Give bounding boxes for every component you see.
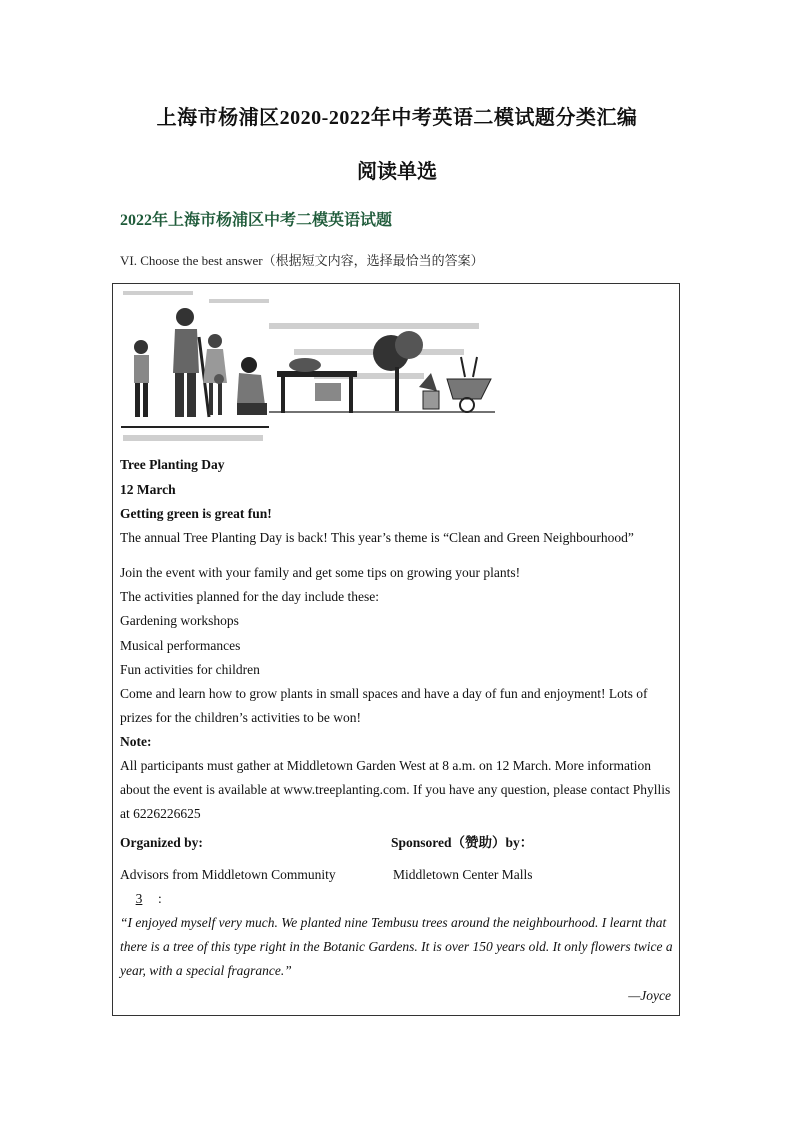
sponsor-name: Middletown Center Malls: [393, 867, 533, 882]
page-title: 上海市杨浦区2020-2022年中考英语二模试题分类汇编: [156, 107, 638, 129]
organized-label: Organized by:: [120, 835, 203, 850]
blank-number: 3: [135, 891, 143, 906]
section-heading: 2022年上海市杨浦区中考二模英语试题: [120, 212, 393, 229]
instruction-text: VI. Choose the best answer（根据短文内容，选择最恰当的答案）: [120, 253, 484, 268]
blank-colon: :: [158, 891, 162, 906]
note-label: Note:: [120, 734, 152, 749]
intro-text: The annual Tree Planting Day is back! This year’s theme is “Clean and Green Neighbourhood”: [120, 530, 634, 545]
sponsored-label: Sponsored（赞助）by：: [391, 835, 534, 850]
tree-planting-illustration: [119, 287, 495, 445]
event-date: 12 March: [120, 482, 176, 497]
page-subtitle: 阅读单选: [357, 161, 437, 183]
quote-text: “I enjoyed myself very much. We planted nine Tembusu trees around the neighbourhood. I learnt that there is a tree of this type right in the Botanic Gardens. It is over 150 years old. It only flowers twice a year, with a special fragrance.”: [120, 915, 673, 978]
activity-item: Gardening workshops: [120, 613, 239, 628]
event-title: Tree Planting Day: [120, 457, 225, 472]
quote-signature: —Joyce: [628, 988, 671, 1003]
note-text: All participants must gather at Middletown Garden West at 8 a.m. on 12 March. More information about the event is available at www.treeplanting.com. If you have any question, please contact Phyllis at 6226226625: [120, 758, 671, 821]
organizer-name: Advisors from Middletown Community: [120, 867, 336, 882]
come-text: Come and learn how to grow plants in small spaces and have a day of fun and enjoyment! Lots of prizes for the children’s activities to be won!: [120, 686, 648, 725]
event-slogan: Getting green is great fun!: [120, 506, 272, 521]
question-blank: [120, 891, 162, 907]
activities-intro: The activities planned for the day include these:: [120, 589, 380, 604]
activity-item: Musical performances: [120, 638, 241, 653]
activity-item: Fun activities for children: [120, 662, 260, 677]
join-text: Join the event with your family and get some tips on growing your plants!: [120, 565, 521, 580]
reading-passage-box: [112, 283, 680, 1016]
